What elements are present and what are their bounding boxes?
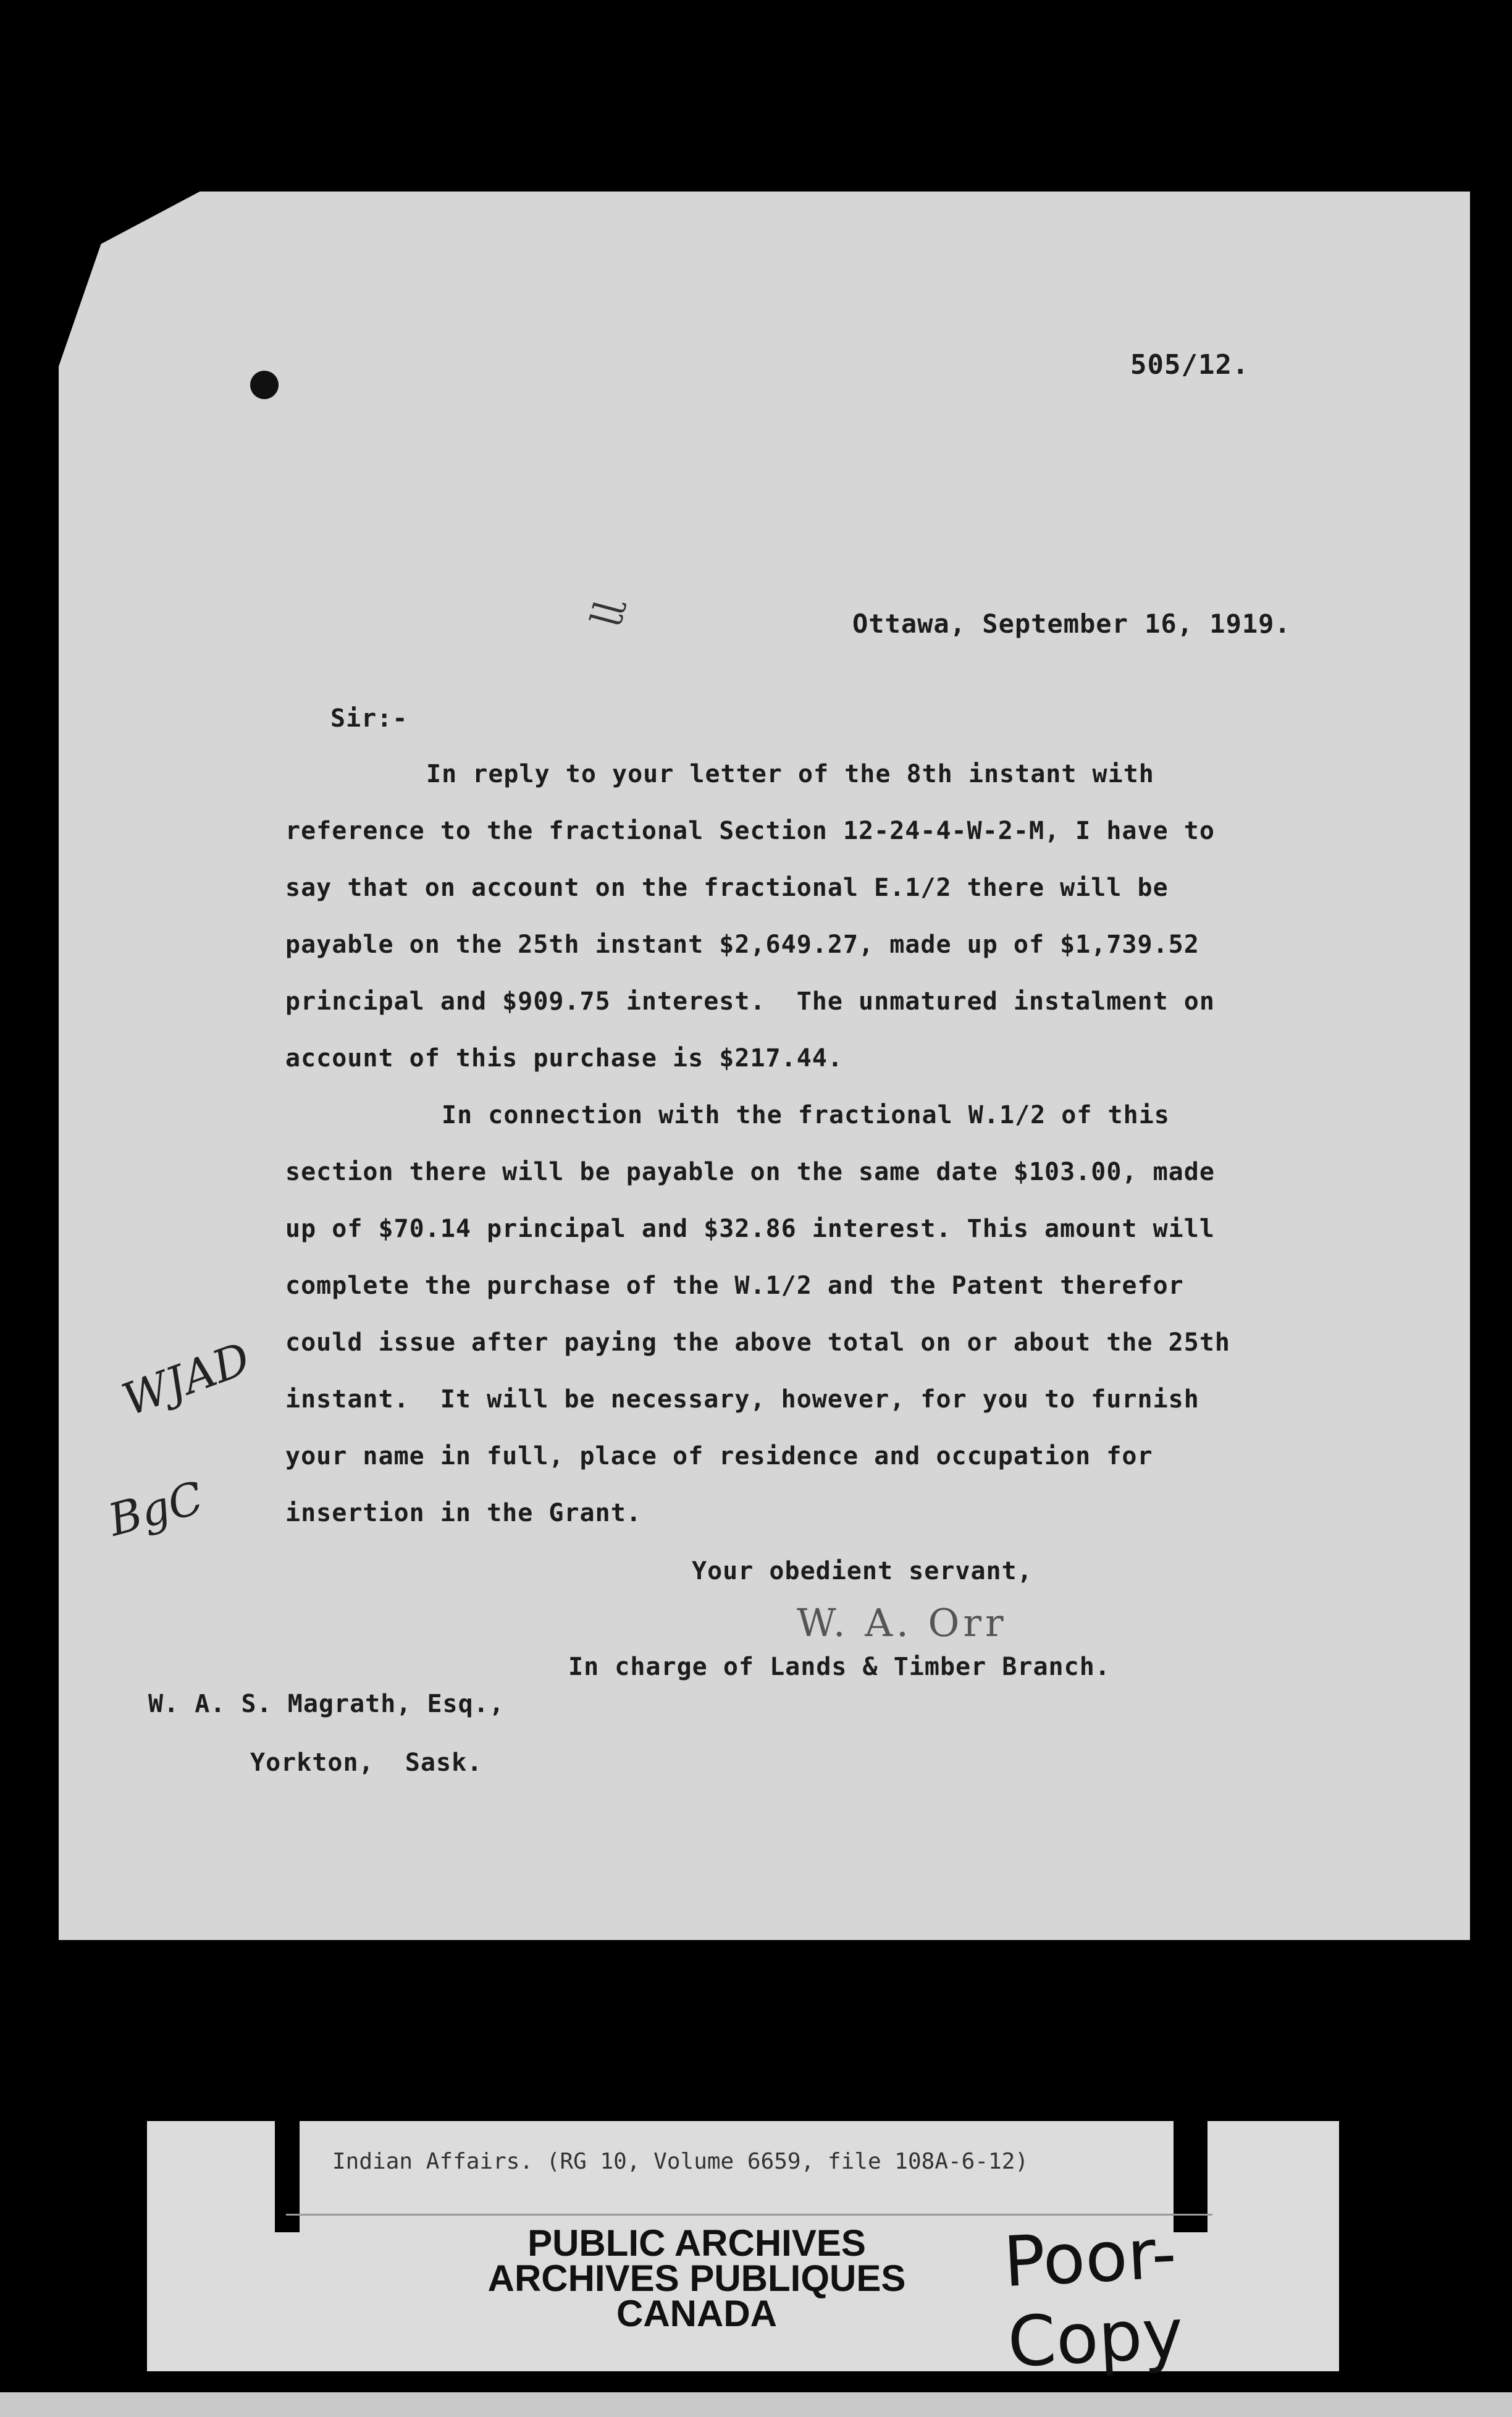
bottom-strip: [0, 2392, 1512, 2417]
archive-label: [147, 2121, 1339, 2383]
salutation: Sir:-: [330, 704, 408, 733]
body-line: In connection with the fractional W.1/2 of this: [442, 1101, 1170, 1129]
body-line: In reply to your letter of the 8th instant with: [426, 760, 1154, 788]
closing: Your obedient servant,: [692, 1557, 1033, 1585]
file-number: 505/12.: [1130, 349, 1250, 381]
signer-title: In charge of Lands & Timber Branch.: [568, 1653, 1111, 1681]
body-line: insertion in the Grant.: [285, 1499, 642, 1527]
addressee-name: W. A. S. Magrath, Esq.,: [148, 1690, 505, 1718]
body-line: up of $70.14 principal and $32.86 interest. This amount will: [285, 1215, 1215, 1243]
stamp-line: CANADA: [616, 2293, 777, 2334]
body-line: your name in full, place of residence and occupation for: [285, 1442, 1153, 1470]
body-line: could issue after paying the above total on or about the 25th: [285, 1328, 1231, 1357]
body-line: complete the purchase of the W.1/2 and the Patent therefor: [285, 1272, 1184, 1300]
handwritten-initials: WJAD: [116, 1332, 257, 1426]
body-line: payable on the 25th instant $2,649.27, made up of $1,739.52: [285, 930, 1199, 959]
addressee-place: Yorkton, Sask.: [250, 1748, 483, 1777]
body-line: say that on account on the fractional E.1/2 there will be: [285, 874, 1169, 902]
body-line: section there will be payable on the same date $103.00, made: [285, 1158, 1215, 1186]
punch-hole: [250, 371, 279, 399]
stamp-line: PUBLIC ARCHIVES: [527, 2222, 866, 2264]
handwritten-mark: ɭɭ: [583, 596, 628, 630]
body-line: account of this purchase is $217.44.: [285, 1044, 843, 1073]
signature: W. A. Orr: [797, 1600, 1007, 1645]
stamp-line: ARCHIVES PUBLIQUES: [487, 2258, 906, 2299]
body-line: principal and $909.75 interest. The unmatured instalment on: [285, 987, 1215, 1016]
body-line: reference to the fractional Section 12-24-4-W-2-M, I have to: [285, 817, 1215, 845]
handwritten-note: Poor-Copy: [1001, 2213, 1185, 2383]
handwritten-initials: BgC: [103, 1471, 209, 1546]
archive-source: Indian Affairs. (RG 10, Volume 6659, file 108A-6-12): [332, 2149, 1029, 2174]
place-date: Ottawa, September 16, 1919.: [852, 609, 1291, 639]
body-line: instant. It will be necessary, however, for you to furnish: [285, 1385, 1199, 1414]
